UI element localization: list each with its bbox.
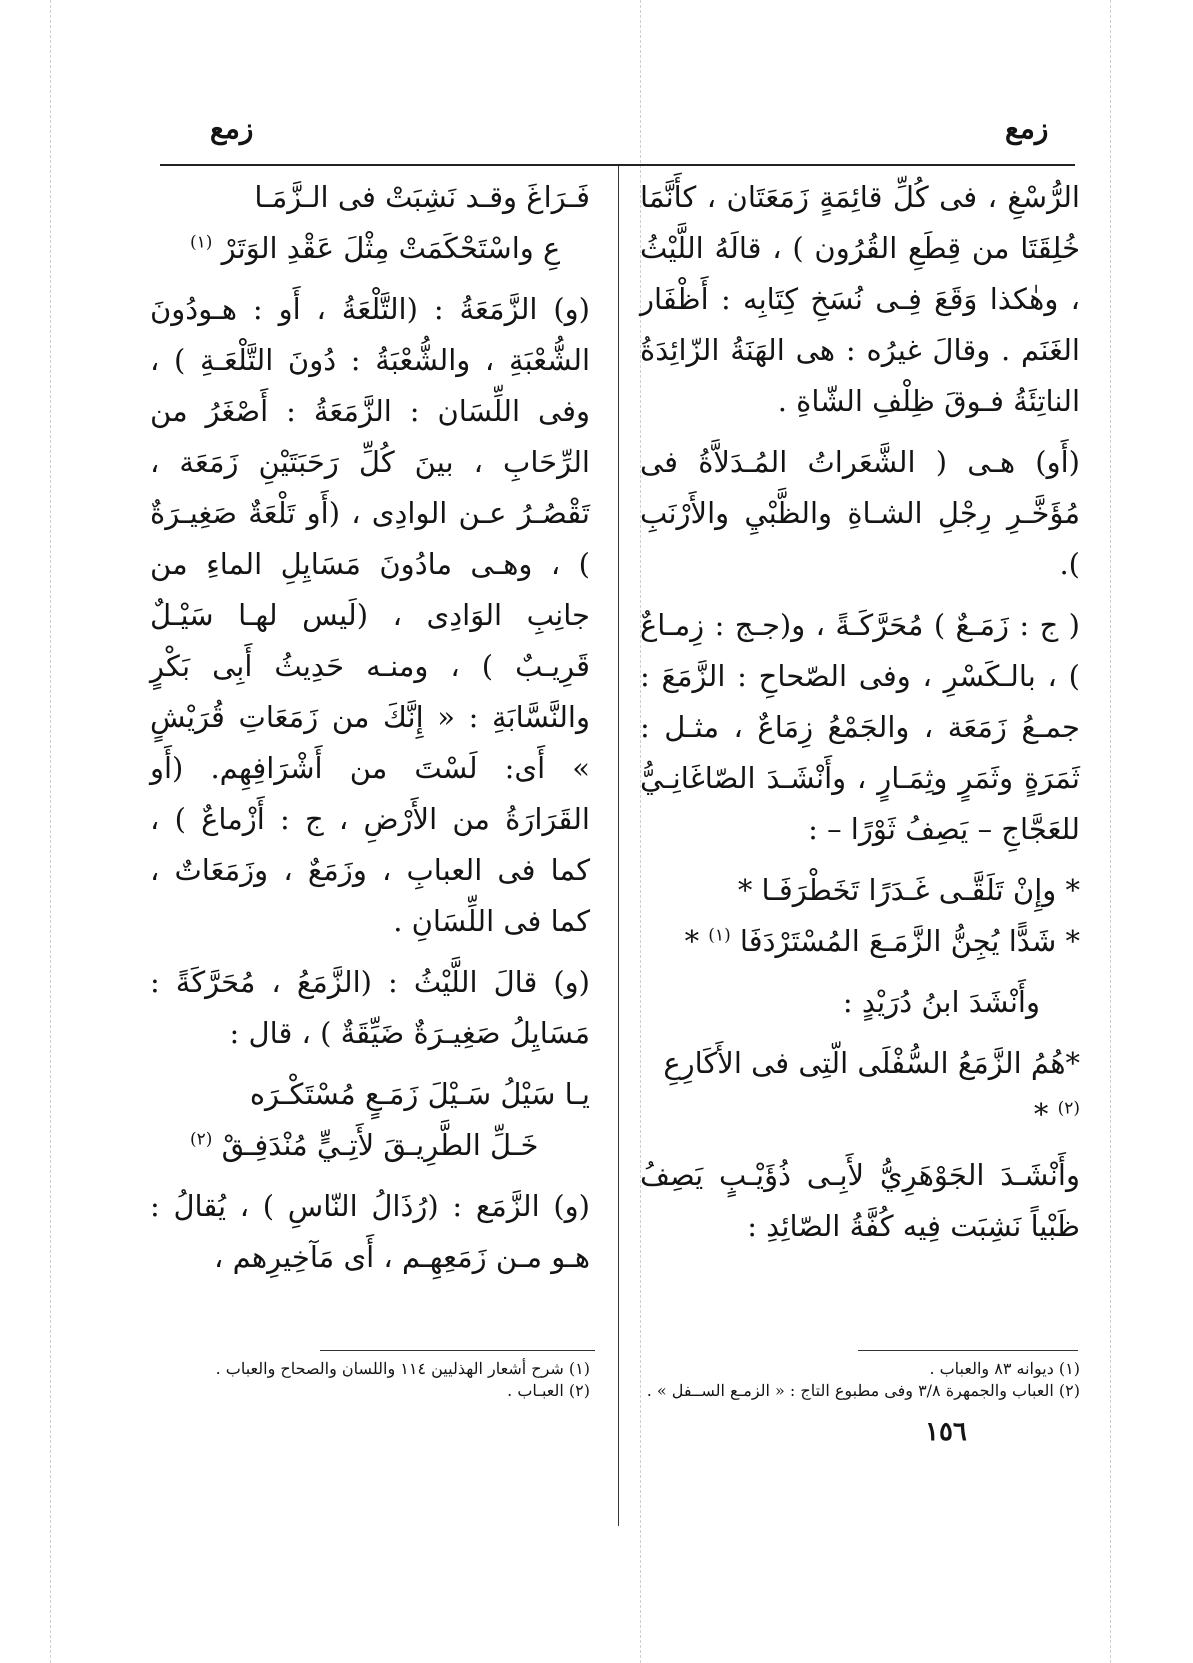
left-column	[150, 172, 590, 1293]
scan-guide-line	[50, 0, 51, 1663]
footnote-marker: (٢)	[190, 1129, 213, 1150]
verse-second-hemistich	[150, 223, 590, 274]
verse-line: * وإِنْ تَلَقَّـى غَـدَرًا تَخَطْرَفَـا *	[737, 873, 1080, 907]
entry-paragraph: وأَنْشَـدَ الجَوْهَرِيُّ لأَبِـى ذُؤَيْـبٍ يَصِفُ ظَبْياً نَشِبَت فِيه كُفَّةُ الصّائِدِ :	[640, 1158, 1080, 1243]
running-header-left: زمع	[210, 112, 254, 145]
entry-paragraph: (أَو) هـى ( الشَّعَراتُ المُـدَلاَّةُ فى مُؤَخَّـرِ رِجْلِ الشـاةِ والظَّبْيِ والأَرْنَبِ ).	[640, 445, 1080, 581]
footnote-rule	[858, 1350, 1078, 1351]
footnote: (١) ديوانه ٨٣ والعباب .	[929, 1359, 1080, 1378]
verse-text: خَـلِّ الطَّرِيـقَ لأَتِـيٍّ مُنْدَفِـقْ	[221, 1128, 539, 1162]
entry-paragraph: الرُّسْغِ ، فى كُلِّ قائِمَةٍ زَمَعَتَان ، كأَنَّمَا خُلِقَتَا من قِطَعِ القُرُون ) ، قالَهُ اللَّيْثُ ، وهٰكذا وَقَعَ فِـى نُسَخِ كِتَابِه : أَظْفَار الغَنَم . وقالَ غيرُه : هى الهَنَةُ الزّائِدَةُ الناتِئَةُ فـوقَ ظِلْفِ الشّاةِ .	[640, 180, 1080, 418]
footnotes-left	[150, 1358, 590, 1402]
entry-paragraph: (و) الزَّمَعَةُ : (التَّلْعَةُ ، أَو : هـودُونَ الشُّعْبَةِ ، والشُّعْبَةُ : دُونَ التَّلْعَـةِ ) ، وفى اللِّسَان : الزَّمَعَةُ : أَصْغَرُ من الرِّحَابِ ، بينَ كُلِّ رَحَبَتَيْنِ زَمَعَة ، تَقْصُـرُ عـن الوادِى ، (أَو تَلْعَةٌ صَغِيـرَةٌ ) ، وهـى مادُونَ مَسَايِلِ الماءِ من جانِبِ الوَادِى ، (لَيس لهـا سَيْـلٌ قَرِيـبٌ ) ، ومنـه حَدِيثُ أَبِى بَكْرٍ والنَّسَّابَةِ : « إِنَّكَ من زَمَعَاتِ قُرَيْشٍ » أَى: لَسْتَ من أَشْرَافِهِم. (أَو القَرَارَةُ من الأَرْضِ ، ج : أَزْماعٌ ) ، كما فى العبابِ ، وزَمَعٌ ، وزَمَعَاتٌ ، كما فى اللِّسَانِ .	[150, 292, 590, 938]
footnote: (٢) العباب والجمهرة ٣/٨ وفى مطبوع التاج : « الزمـع الســفل » .	[646, 1381, 1080, 1400]
right-column	[640, 172, 1080, 1262]
footnote: (٢) العبـاب .	[507, 1381, 590, 1400]
footnote: (١) شرح أشعار الهذليين ١١٤ واللسان والصحاح والعباب .	[215, 1359, 590, 1378]
entry-paragraph: ( ج : زَمَـعٌ ) مُحَرَّكَـةً ، و(جـج : زِمـاعٌ ) ، بالـكَسْرِ ، وفى الصّحاحِ : الزَّمَعَ : جمـعُ زَمَعَة ، والجَمْعُ زِمَاعٌ ، مثـل : ثَمَرَةٍ وثَمَرٍ وثِمَـارٍ ، وأَنْشَـدَ الصّاغَانِـيُّ للعَجَّاجِ – يَصِفُ ثَوْرًا – :	[640, 608, 1080, 846]
verse-first-hemistich: يـا سَيْلُ سَـيْلَ زَمَـعٍ مُسْتَكْـرَه	[249, 1077, 590, 1111]
verse-text: * شَدًّا يُجِنُّ الزَّمَـعَ المُسْتَرْدَفَا	[739, 924, 1080, 958]
running-header-right: زمع	[1005, 112, 1049, 145]
verse-text: *هُمُ الزَّمَعُ السُّفْلَى الّتِى فى الأَكَارِعِ	[663, 1046, 1080, 1080]
footnote-rule	[320, 1350, 595, 1351]
footnote-marker: (١)	[190, 232, 213, 253]
page-number: ١٥٦	[925, 1417, 967, 1447]
verse-second-hemistich	[150, 1120, 590, 1171]
verse-text: عِ واسْتَحْكَمَتْ مِثْلَ عَقْدِ الوَتَرْ	[221, 231, 561, 265]
verse-end-mark: *	[684, 924, 709, 958]
verse-end-mark: *	[1033, 1097, 1058, 1131]
footnote-marker: (٢)	[1057, 1098, 1080, 1119]
entry-paragraph: وأَنْشَدَ ابنُ دُرَيْدٍ :	[842, 985, 1040, 1019]
verse-line	[640, 916, 1080, 967]
verse-first-hemistich: فَـرَاغَ وقـد نَشِبَتْ فى الـزَّمَـا	[254, 180, 590, 214]
scan-guide-line	[1110, 0, 1111, 1663]
entry-paragraph: (و) قالَ اللَّيْثُ : (الزَّمَعُ ، مُحَرَّكَةً : مَسَايِلُ صَغِيـرَةٌ ضَيِّقَةٌ ) ، قال :	[150, 965, 590, 1050]
verse-line	[640, 1038, 1080, 1140]
column-divider	[618, 166, 619, 1526]
entry-paragraph: (و) الزَّمَع : (رُذَالُ النّاسِ ) ، يُقالُ : هـو مـن زَمَعِهِـم ، أَى مَآخِيرِهم ،	[150, 1189, 590, 1274]
footnotes-right	[640, 1358, 1080, 1402]
footnote-marker: (١)	[708, 925, 731, 946]
